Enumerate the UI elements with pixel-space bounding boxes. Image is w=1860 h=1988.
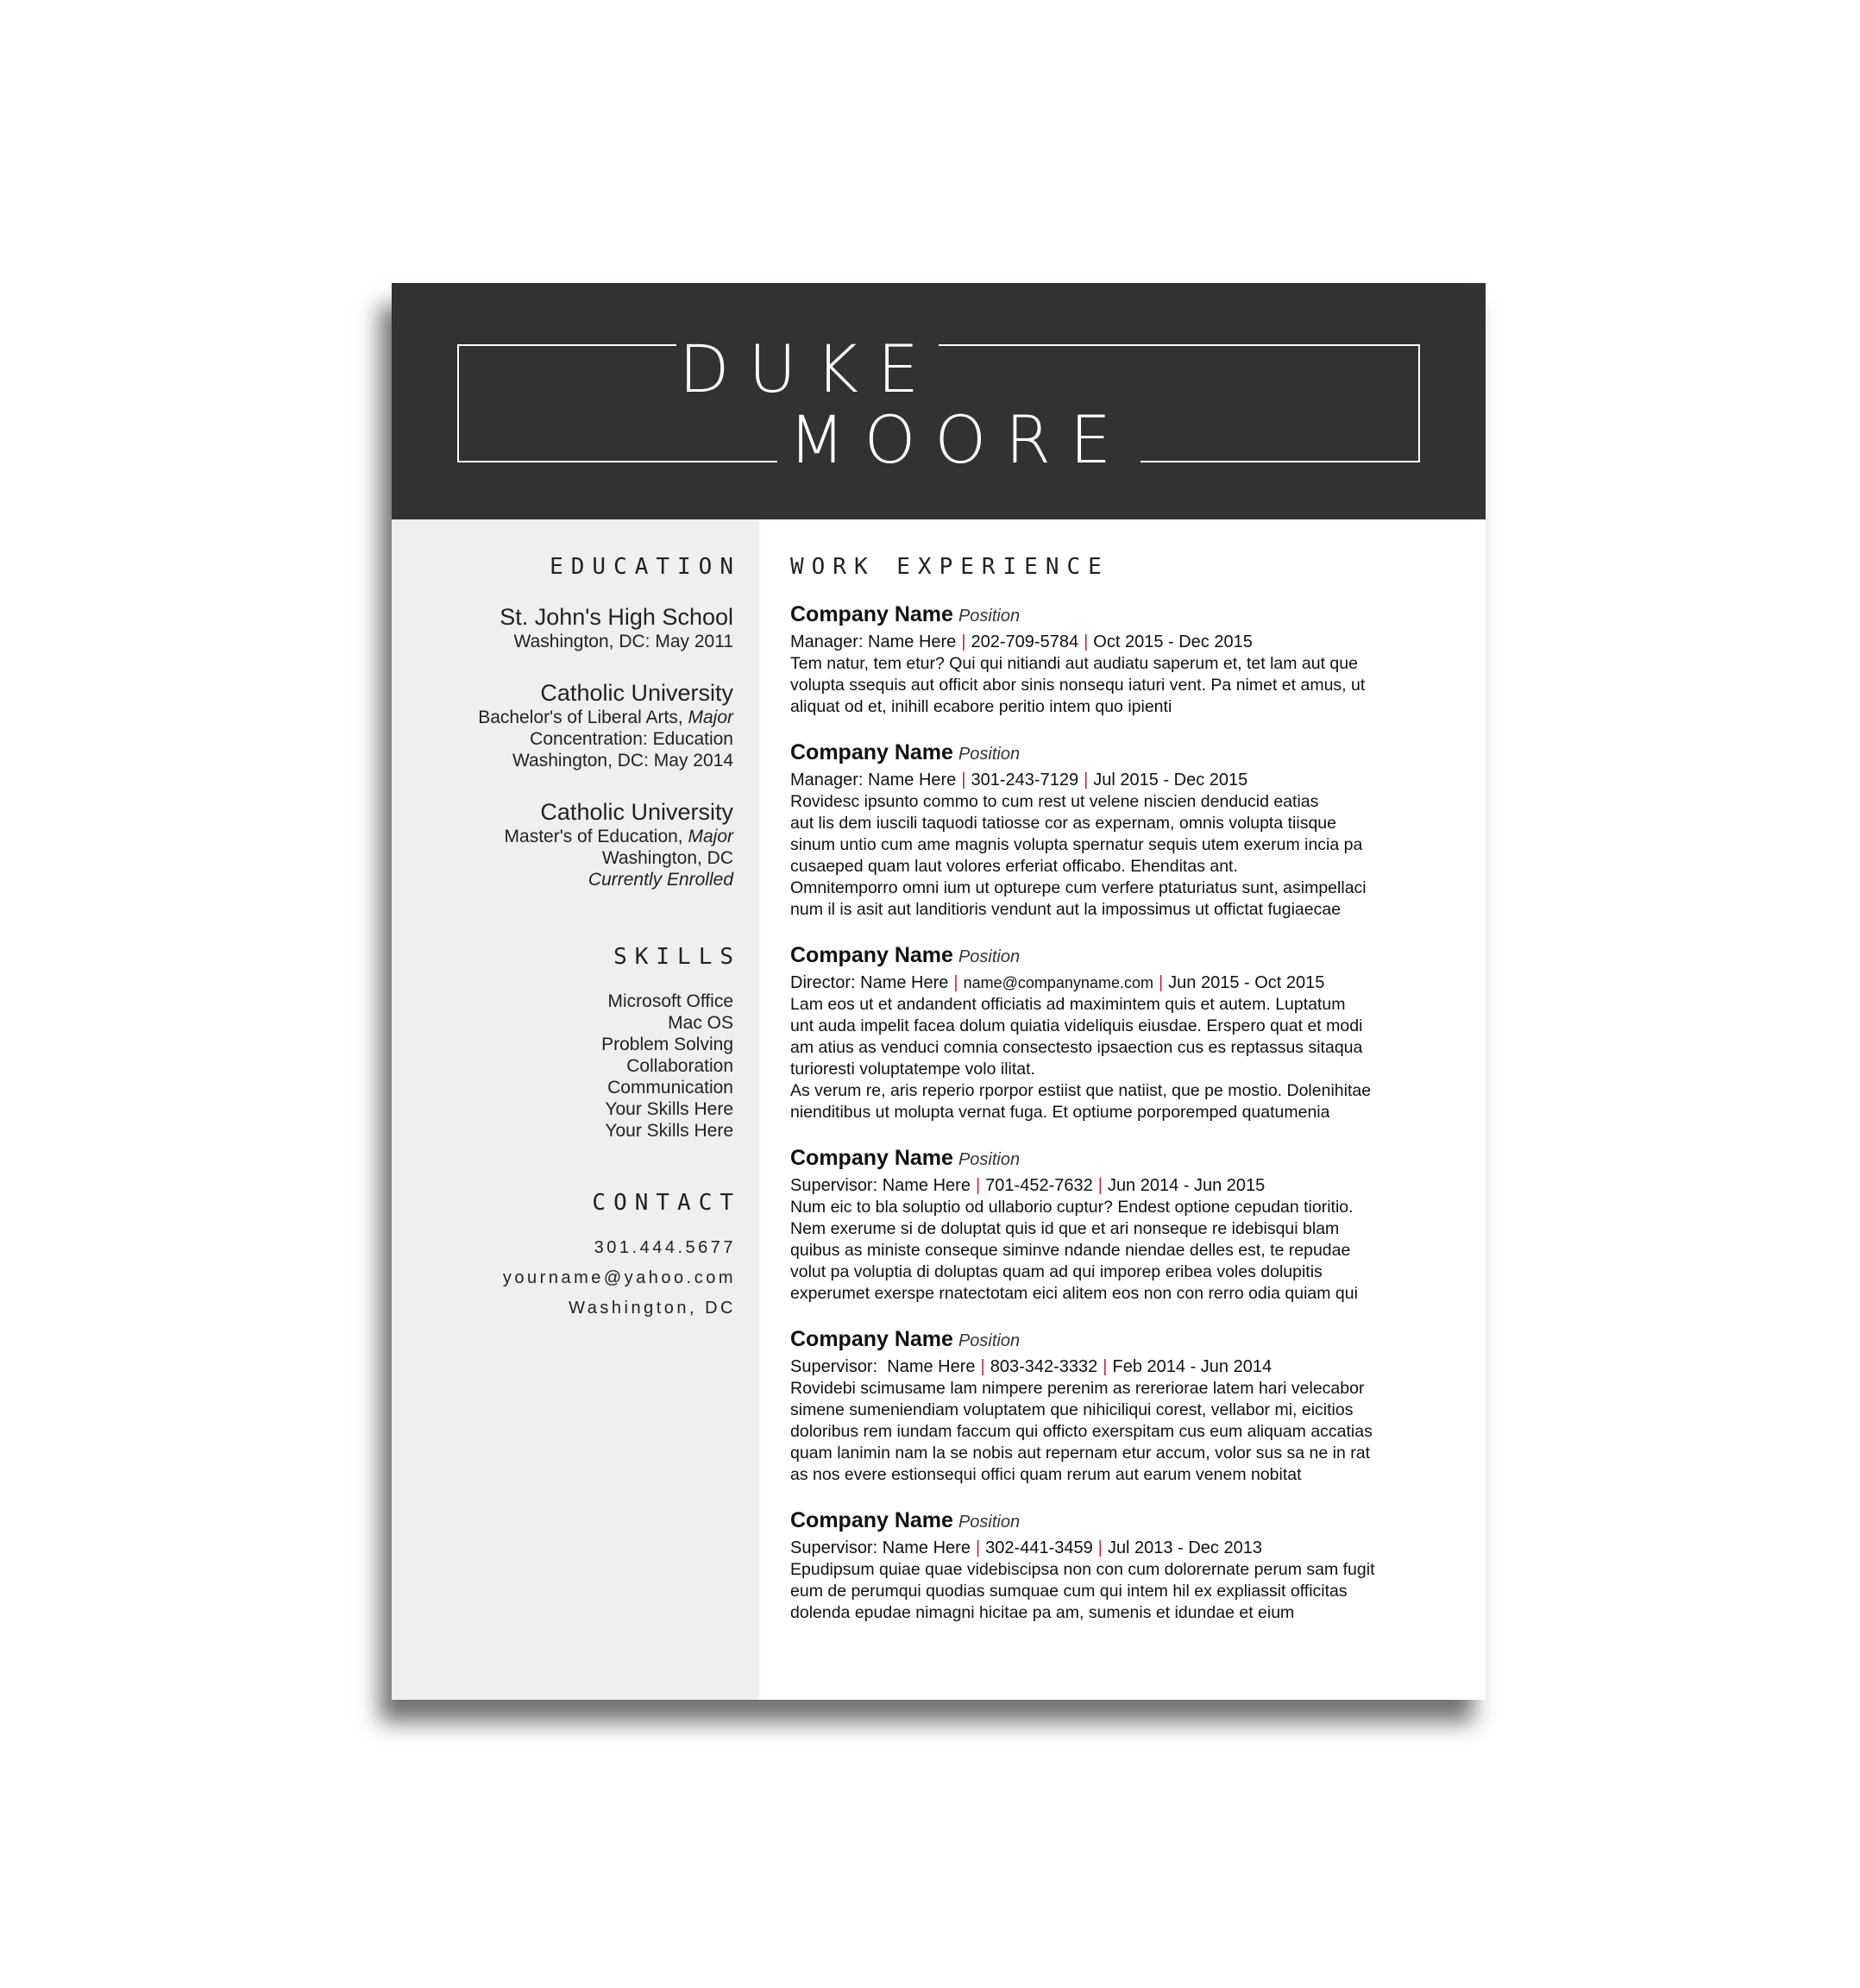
job-description-line: unt auda impelit facea dolum quiatia videliquis eiusdae. Erspero quat et modi [790, 1016, 1363, 1035]
job-entry [790, 1144, 1463, 1305]
job-contact: 302-441-3459 [985, 1538, 1093, 1557]
job-meta: Director: Name Here | name@companyname.com | Jun 2015 - Oct 2015 [790, 973, 1325, 992]
skill-item: Your Skills Here [605, 1121, 733, 1141]
job-meta: Supervisor: Name Here | 701-452-7632 | Jun 2014 - Jun 2015 [790, 1176, 1266, 1195]
job-description-line: nienditibus ut molupta vernat fuga. Et optiume porporemped quatumenia [790, 1103, 1330, 1122]
job-description-line: As verum re, aris reperio rporpor estiist que natiist, que pe mostio. Dolenihitae [790, 1081, 1372, 1100]
education-detail: Washington, DC: May 2014 [512, 751, 733, 771]
school-name: Catholic University [540, 799, 733, 825]
job-dates: Jul 2013 - Dec 2013 [1107, 1538, 1262, 1557]
job-description-line: Nem exerume si de doluptat quis id que et ari nonseque re idebisqui blam [790, 1219, 1340, 1238]
first-name: DUKE [679, 330, 939, 407]
job-entry [790, 739, 1463, 921]
job-description-line: doloribus rem iundam faccum qui officto exerspitam cus eum aliquam accatias [790, 1422, 1373, 1441]
skill-item: Mac OS [668, 1013, 733, 1033]
job-description-line: Rovidebi scimusame lam nimpere perenim as rereriorae latem hari velecabor [790, 1379, 1365, 1398]
contact-email: yourname@yahoo.com [502, 1268, 736, 1287]
job-contact: 803-342-3332 [990, 1357, 1098, 1376]
job-description [790, 1559, 1463, 1624]
degree-major: Major [688, 827, 733, 846]
job-dates: Oct 2015 - Dec 2015 [1093, 632, 1253, 651]
enrollment-status: Currently Enrolled [588, 870, 733, 890]
degree: Bachelor's of Liberal Arts, [478, 708, 688, 727]
job-description-line: Epudipsum quiae quae videbiscipsa non con cum dolorernate perum sam fugit [790, 1560, 1375, 1579]
job-contact: name@companyname.com [963, 974, 1153, 991]
job-description-line: sinum untio cum ame magnis volupta spernatur sequis utem exerum incia pa [790, 835, 1363, 854]
job-description [790, 1197, 1463, 1305]
contact-location: Washington, DC [569, 1299, 736, 1318]
job-description-line: as nos evere estionsequi offici quam rerum aut earum venem nobitat [790, 1465, 1302, 1484]
company-name: Company Name [790, 1508, 953, 1532]
job-description-line: cusaeped quam laut volores erferiat officabo. Ehenditas ant. [790, 857, 1238, 876]
education-detail: Washington, DC [601, 848, 733, 868]
job-description [790, 994, 1463, 1123]
education-detail [405, 869, 733, 890]
education-heading: EDUCATION [550, 554, 741, 580]
job-dates: Jul 2015 - Dec 2015 [1093, 771, 1248, 790]
job-contact-label: Manager: Name Here [790, 632, 957, 651]
job-description [790, 1378, 1463, 1486]
education-detail: Concentration: Education [530, 729, 733, 749]
skill-item: Your Skills Here [605, 1099, 733, 1119]
job-position: Position [958, 1513, 1021, 1532]
job-description-line: dolenda epudae nimagni hicitae pa am, sumenis et idundae et eium [790, 1603, 1295, 1622]
school-name: Catholic University [540, 680, 733, 706]
job-position: Position [958, 745, 1021, 764]
job-description [790, 791, 1463, 921]
job-meta: Supervisor: Name Here | 302-441-3459 | Jul 2013 - Dec 2013 [790, 1538, 1262, 1557]
education-entry [405, 799, 733, 890]
job-dates: Jun 2015 - Oct 2015 [1168, 973, 1325, 992]
job-contact-label: Supervisor: Name Here [790, 1538, 971, 1557]
job-description-line: Omnitemporro omni ium ut opturepe cum verfere ptaturiatus sunt, asimpellaci [790, 878, 1367, 897]
job-description-line: am atius as venduci comnia consectesto ipsaection cus es reptassus sitaqua [790, 1038, 1363, 1057]
job-description-line: aut lis dem iuscili taquodi tatiosse cor as expernam, omnis volupta tiisque [790, 814, 1336, 833]
job-contact: 701-452-7632 [985, 1176, 1093, 1195]
company-name: Company Name [790, 1327, 953, 1351]
education-detail [405, 826, 733, 847]
resume-page [392, 283, 1486, 1700]
job-description-line: num il is asit aut landitioris vendunt aut la impossimus ut offictat fugiaecae [790, 900, 1342, 919]
company-name: Company Name [790, 943, 953, 967]
job-description-line: Tem natur, tem etur? Qui qui nitiandi aut audiatu saperum et, tet lam aut que [790, 654, 1358, 673]
education-detail: Washington, DC: May 2011 [513, 632, 733, 651]
job-description [790, 653, 1463, 718]
job-description-line: eum de perumqui quodias sumquae cum qui intem hil ex expliassit officitas [790, 1582, 1348, 1601]
work-experience-heading: WORK EXPERIENCE [790, 554, 1109, 580]
job-description-line: Num eic to bla soluptio od ullaborio cuptur? Endest optione cepudan tioritio. [790, 1198, 1354, 1217]
skills-list [405, 991, 733, 1142]
job-description-line: quibus as ministe conseque siminve ndande niendae delles est, te repudae [790, 1241, 1351, 1260]
contact-heading: CONTACT [592, 1190, 741, 1216]
education-detail [405, 707, 733, 728]
job-dates: Jun 2014 - Jun 2015 [1107, 1176, 1266, 1195]
job-position: Position [958, 1331, 1021, 1350]
job-description-line: aliquat od et, inihill ecabore peritio intem quo ipienti [790, 697, 1172, 716]
sidebar [392, 519, 759, 1700]
job-contact-label: Director: Name Here [790, 973, 949, 992]
job-position: Position [958, 607, 1021, 626]
job-description-line: quam lanimin nam la se nobis aut repernam etur accum, volor sus sa ne in rat [790, 1444, 1370, 1463]
job-meta: Manager: Name Here | 202-709-5784 | Oct 2015 - Dec 2015 [790, 632, 1253, 651]
job-contact-label: Supervisor: Name Here [790, 1176, 971, 1195]
job-description-line: volut pa voluptia di doluptas quam ad qui imporep eribea voles dolupitis [790, 1262, 1323, 1281]
job-entry [790, 601, 1463, 718]
job-dates: Feb 2014 - Jun 2014 [1112, 1357, 1272, 1376]
last-name: MOORE [789, 401, 1131, 478]
company-name: Company Name [790, 1146, 953, 1170]
company-name: Company Name [790, 602, 953, 626]
skill-item: Communication [607, 1078, 733, 1098]
education-entry [405, 604, 733, 652]
resume-header [392, 283, 1486, 519]
contact-list [405, 1233, 736, 1324]
job-description-line: Lam eos ut et andandent officiatis ad maximintem quis et autem. Luptatum [790, 995, 1346, 1014]
contact-phone: 301.444.5677 [594, 1238, 736, 1257]
job-contact: 202-709-5784 [971, 632, 1079, 651]
job-description-line: experumet exerspe rnatectotam eici alitem eos non con rerro odia quiam qui [790, 1284, 1358, 1303]
skill-item: Microsoft Office [607, 991, 733, 1011]
degree: Master's of Education, [504, 827, 688, 846]
job-position: Position [958, 1150, 1021, 1169]
company-name: Company Name [790, 740, 953, 764]
job-contact-label: Supervisor: Name Here [790, 1357, 976, 1376]
school-name: St. John's High School [500, 604, 733, 630]
degree-major: Major [688, 708, 733, 727]
job-contact: 301-243-7129 [971, 771, 1079, 790]
skills-heading: SKILLS [613, 944, 741, 970]
job-description-line: Rovidesc ipsunto commo to cum rest ut velene niscien denducid eatias [790, 792, 1319, 811]
job-meta: Supervisor: Name Here | 803-342-3332 | Feb 2014 - Jun 2014 [790, 1357, 1272, 1376]
job-entry [790, 1325, 1463, 1486]
job-entry [790, 1507, 1463, 1624]
job-description-line: volupta ssequis aut officit abor sinis nonsequ iaturi vent. Pa nimet et amus, ut [790, 676, 1366, 695]
skill-item: Collaboration [626, 1056, 733, 1076]
work-experience-section [790, 519, 1463, 1643]
job-entry [790, 941, 1463, 1123]
job-position: Position [958, 947, 1021, 966]
job-contact-label: Manager: Name Here [790, 771, 957, 790]
skill-item: Problem Solving [601, 1035, 733, 1054]
education-entry [405, 680, 733, 771]
job-description-line: turioresti voluptatempe volo ilitat. [790, 1060, 1035, 1079]
job-meta: Manager: Name Here | 301-243-7129 | Jul 2015 - Dec 2015 [790, 771, 1248, 790]
job-description-line: simene sumeniendiam voluptatem que nihiciliqui corest, vellabor mi, eicitios [790, 1400, 1354, 1419]
